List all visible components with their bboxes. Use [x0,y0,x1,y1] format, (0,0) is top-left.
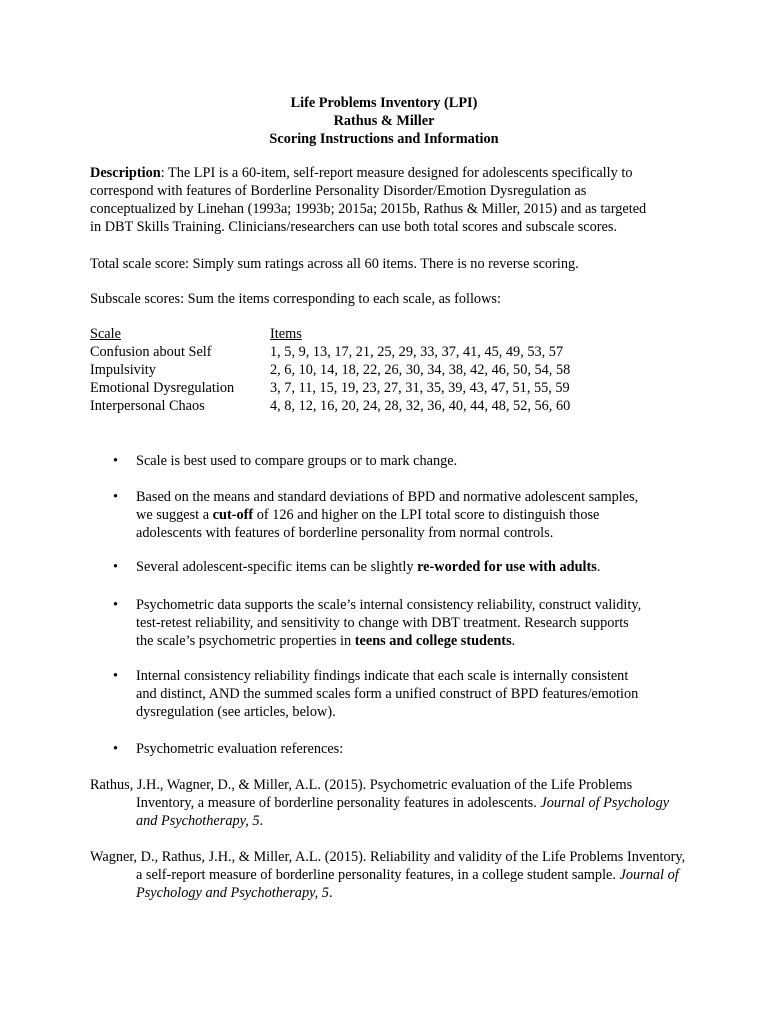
description-line-4: in DBT Skills Training. Clinicians/researchers can use both total scores and subscale scores. [90,219,618,235]
table-row [90,379,570,397]
table-row [90,397,570,415]
description-label: Description [90,165,161,181]
list-item [113,740,676,758]
bullet-marker: • [113,453,119,469]
bullet-text-line: Based on the means and standard deviations of BPD and normative adolescent samples, [136,489,639,505]
bullet-text: Psychometric evaluation references: [136,741,344,757]
scale-name: Emotional Dysregulation [90,380,235,396]
bullet-text-line: dysregulation (see articles, below). [136,704,336,720]
bullet-text-line: Internal consistency reliability findings indicate that each scale is internally consistent [136,668,629,684]
cut-off-emphasis: cut-off [212,507,254,523]
list-item [113,667,676,721]
teens-emphasis: teens and college students [354,633,512,649]
list-item [113,488,676,542]
description-line-3: conceptualized by Linehan (1993a; 1993b; 2015a; 2015b, Rathus & Miller, 2015) and as targeted [90,201,647,217]
document-authors: Rathus & Miller [333,113,435,129]
table-header-row [90,325,570,343]
items-column-header: Items [270,326,302,342]
scale-items-table [90,325,570,415]
description-line-2: correspond with features of Borderline Personality Disorder/Emotion Dysregulation as [90,183,587,199]
bullet-text: Scale is best used to compare groups or to mark change. [136,453,458,469]
scale-items: 4, 8, 12, 16, 20, 24, 28, 32, 36, 40, 44, 48, 52, 56, 60 [270,398,571,414]
description-paragraph [90,164,690,236]
document-title: Life Problems Inventory (LPI) [290,95,478,111]
bullet-marker: • [113,559,119,575]
bullet-marker: • [113,597,119,613]
document-subtitle: Scoring Instructions and Information [269,131,499,147]
scale-items: 2, 6, 10, 14, 18, 22, 26, 30, 34, 38, 42, 46, 50, 54, 58 [270,362,571,378]
scale-name: Confusion about Self [90,344,212,360]
list-item [113,452,676,470]
bullet-text-line: test-retest reliability, and sensitivity to change with DBT treatment. Research supports [136,615,629,631]
bullet-text-line: we suggest a cut-off of 126 and higher on the LPI total score to distinguish those [136,507,600,523]
document-header [0,94,768,148]
scale-column-header: Scale [90,326,121,342]
bullet-text-line: and distinct, AND the summed scales form a unified construct of BPD features/emotion [136,686,639,702]
table-row [90,343,570,361]
adults-emphasis: re-worded for use with adults [417,559,597,575]
reference-2: Wagner, D., Rathus, J.H., & Miller, A.L. (2015). Reliability and validity of the Life Problems Inventory, a self-report measure of borderline personality features, in a college student sample. Journal of Psychology and Psychotherapy, 5. [90,849,686,901]
table-row [90,361,570,379]
list-item [113,596,676,650]
scale-name: Impulsivity [90,362,156,378]
scale-name: Interpersonal Chaos [90,398,205,414]
bullet-text-line: the scale’s psychometric properties in teens and college students. [136,633,516,649]
reference-1: Rathus, J.H., Wagner, D., & Miller, A.L. (2015). Psychometric evaluation of the Life Problems Inventory, a measure of borderline personality features in adolescents. Journal of Psychology and Psychotherapy, 5. [90,777,670,829]
bullet-text-line: adolescents with features of borderline personality from normal controls. [136,525,554,541]
bullet-marker: • [113,668,119,684]
list-item: • Several adolescent-specific items can be slightly re-worded for use with adults. [113,559,601,575]
scale-items: 1, 5, 9, 13, 17, 21, 25, 29, 33, 37, 41, 45, 49, 53, 57 [270,344,564,360]
subscale-intro-paragraph: Subscale scores: Sum the items corresponding to each scale, as follows: [90,291,501,307]
total-score-paragraph: Total scale score: Simply sum ratings across all 60 items. There is no reverse scoring. [90,256,579,272]
bullet-text-line: Psychometric data supports the scale’s internal consistency reliability, construct validity, [136,597,642,613]
bullet-marker: • [113,741,119,757]
description-line-1: : The LPI is a 60-item, self-report measure designed for adolescents specifically to [160,165,633,181]
bullet-marker: • [113,489,119,505]
scale-items: 3, 7, 11, 15, 19, 23, 27, 31, 35, 39, 43, 47, 51, 55, 59 [270,380,570,396]
